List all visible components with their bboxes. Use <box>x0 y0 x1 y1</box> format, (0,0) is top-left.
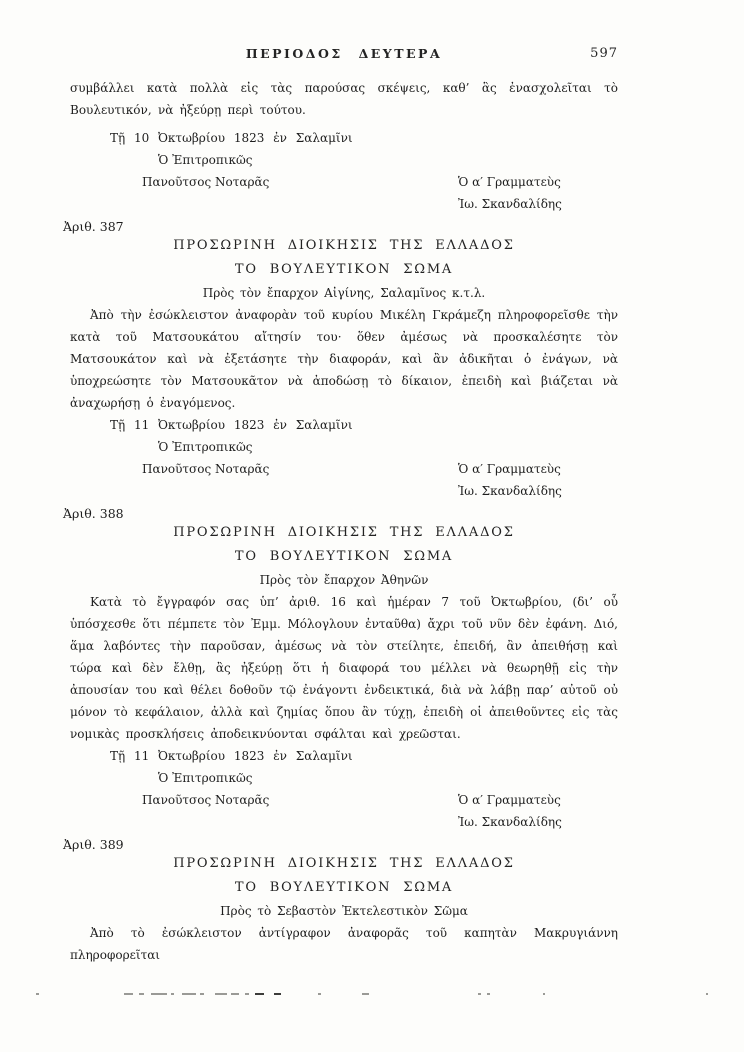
signature-row <box>70 789 618 833</box>
document-body: Ἀπὸ τὴν ἐσώκλειστον ἀναφορὰν τοῦ κυρίου Μικέλη Γκράμεζη πληροφορεῖσθε τὴν κατὰ τοῦ Ματσουκάτου αἴτησίν του· ὅθεν ἀμέσως νὰ προσκαλέσητε τὸν Ματσουκάτον καὶ νὰ ἐξετάσητε τὴν διαφοράν, καὶ ἂν ἀδικῆται ὁ ἐνάγων, νὰ ὑποχρεώσητε τὸν Ματσουκᾶτον νὰ ἀποδώσῃ τὸ δίκαιον, ἐπειδὴ καὶ βιάζεται νὰ ἀναχωρήσῃ ὁ ἐναγόμενος. <box>70 308 618 410</box>
body-heading: ΤΟ ΒΟΥΛΕΥΤΙΚΟΝ ΣΩΜΑ <box>234 880 454 895</box>
document-number: Ἀριθ. 387 <box>63 219 124 234</box>
administration-heading: ΠΡΟΣΩΡΙΝΗ ΔΙΟΙΚΗΣΙΣ ΤΗΣ ΕΛΛΑΔΟΣ <box>173 856 515 871</box>
document-number: Ἀριθ. 388 <box>63 506 124 521</box>
signer-name: Πανοῦτσος Νοταρᾶς <box>142 175 270 189</box>
secretary-name: Ἰω. Σκανδαλίδης <box>458 484 562 498</box>
secretary-title: Ὁ α′ Γραμματεὺς <box>458 462 561 476</box>
running-head: ΠΕΡΙΟΔΟΣ ΔΕΥΤΕΡΑ <box>245 46 443 61</box>
body-heading: ΤΟ ΒΟΥΛΕΥΤΙΚΟΝ ΣΩΜΑ <box>234 262 454 277</box>
signer-title: Ὁ Ἐπιτροπικῶς <box>158 440 253 454</box>
signature-date-line: Τῇ 11 Ὀκτωβρίου 1823 ἐν Σαλαμῖνι <box>110 418 353 432</box>
document-387 <box>63 219 618 502</box>
administration-heading: ΠΡΟΣΩΡΙΝΗ ΔΙΟΙΚΗΣΙΣ ΤΗΣ ΕΛΛΑΔΟΣ <box>173 525 515 540</box>
signature-row <box>70 171 618 215</box>
secretary-signature <box>458 171 562 215</box>
addressee-line: Πρὸς τὸν ἔπαρχον Ἀθηνῶν <box>259 573 429 587</box>
page-header <box>70 46 618 63</box>
secretary-signature <box>458 789 562 833</box>
document-body: Κατὰ τὸ ἔγγραφόν σας ὑπ’ ἀριθ. 16 καὶ ἡμέραν 7 τοῦ Ὀκτωβρίου, (δι’ οὗ ὑπόσχεσθε ὅτι πέμπετε τὸν Ἐμμ. Μόλογλουν ἐνταῦθα) ἄχρι τοῦ νῦν δὲν ἐφάνη. Διό, ἅμα λαβόντες τὴν παροῦσαν, ἀμέσως νὰ τὸν στείλητε, ἐπειδή, ἂν ἀπειθήσῃ καὶ τώρα καὶ δὲν ἔλθῃ, ἂς ἠξεύρῃ ὅτι ἡ διαφορά του μέλλει νὰ θεωρηθῇ εἰς τὴν ἀπουσίαν του καὶ θέλει δοθοῦν τῷ ἐνάγοντι ἐνδεικτικά, διὰ νὰ λάβῃ παρ’ αὐτοῦ οὐ μόνον τὸ κεφάλαιον, ἀλλὰ καὶ ζημίας ὅπου ἂν τύχῃ, ἐπειδὴ οἱ ἀπειθοῦντες εἰς τὰς νομικὰς προσκλήσεις ἀποδεικνύονται σφάλται καὶ χρεῶσται. <box>70 595 618 741</box>
document-body: Ἀπὸ τὸ ἐσώκλειστον ἀντίγραφον ἀναφορᾶς τοῦ καπητὰν Μακρυγιάννη πληροφορεῖται <box>70 926 618 962</box>
page-number: 597 <box>590 46 618 61</box>
secretary-name: Ἰω. Σκανδαλίδης <box>458 197 562 211</box>
continuation-paragraph: συμβάλλει κατὰ πολλὰ εἰς τὰς παρούσας σκέψεις, καθ’ ἃς ἐνασχολεῖται τὸ Βουλευτικόν, νὰ ἠξεύρῃ περὶ τούτου. <box>70 81 618 117</box>
signer-name: Πανοῦτσος Νοταρᾶς <box>142 793 270 807</box>
document-388 <box>63 506 618 833</box>
administration-heading: ΠΡΟΣΩΡΙΝΗ ΔΙΟΙΚΗΣΙΣ ΤΗΣ ΕΛΛΑΔΟΣ <box>173 238 515 253</box>
signature-row <box>70 458 618 502</box>
secretary-title: Ὁ α′ Γραμματεὺς <box>458 175 561 189</box>
signature-date-line: Τῇ 10 Ὀκτωβρίου 1823 ἐν Σαλαμῖνι <box>110 131 353 145</box>
signature-date-line: Τῇ 11 Ὀκτωβρίου 1823 ἐν Σαλαμῖνι <box>110 749 353 763</box>
secretary-signature <box>458 458 562 502</box>
secretary-name: Ἰω. Σκανδαλίδης <box>458 815 562 829</box>
body-heading: ΤΟ ΒΟΥΛΕΥΤΙΚΟΝ ΣΩΜΑ <box>234 549 454 564</box>
signature-block-1 <box>70 127 618 215</box>
signer-title: Ὁ Ἐπιτροπικῶς <box>158 153 253 167</box>
signer-name: Πανοῦτσος Νοταρᾶς <box>142 462 270 476</box>
addressee-line: Πρὸς τὸν ἔπαρχον Αἰγίνης, Σαλαμῖνος κ.τ.λ. <box>202 286 486 300</box>
secretary-title: Ὁ α′ Γραμματεὺς <box>458 793 561 807</box>
scan-artifacts <box>0 993 744 996</box>
signature-block-3 <box>70 745 618 833</box>
signature-block-2 <box>70 414 618 502</box>
page-content <box>63 46 618 966</box>
signer-title: Ὁ Ἐπιτροπικῶς <box>158 771 253 785</box>
document-389 <box>63 837 618 966</box>
document-number: Ἀριθ. 389 <box>63 837 124 852</box>
addressee-line: Πρὸς τὸ Σεβαστὸν Ἐκτελεστικὸν Σῶμα <box>220 904 468 918</box>
